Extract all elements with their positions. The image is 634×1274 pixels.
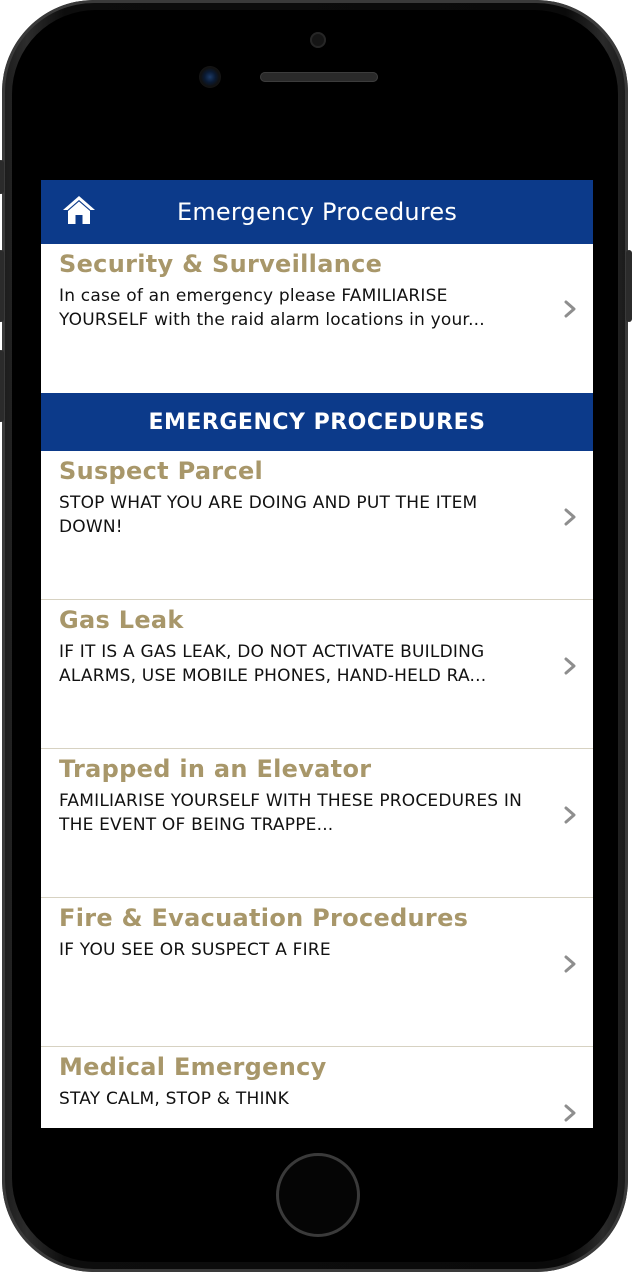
front-camera [199, 66, 221, 88]
list-item-description: IF IT IS A GAS LEAK, DO NOT ACTIVATE BUILDING ALARMS, USE MOBILE PHONES, HAND-HELD RA... [59, 642, 487, 686]
list-item-description: STAY CALM, STOP & THINK [59, 1089, 289, 1109]
list-item-description: STOP WHAT YOU ARE DOING AND PUT THE ITEM DOWN! [59, 493, 478, 537]
chevron-right-icon [563, 299, 577, 319]
page-title: Emergency Procedures [176, 198, 458, 226]
list-item-fire-evacuation[interactable] [41, 898, 593, 1047]
list-item-description: IF YOU SEE OR SUSPECT A FIRE [59, 940, 331, 960]
list-item-title: Medical Emergency [59, 1053, 327, 1081]
proximity-sensor [310, 32, 326, 48]
list-item-security-surveillance[interactable] [41, 244, 593, 393]
list-item-medical-emergency[interactable] [41, 1047, 593, 1128]
list-item-description: FAMILIARISE YOURSELF WITH THESE PROCEDURES IN THE EVENT OF BEING TRAPPE... [59, 791, 522, 835]
section-header: EMERGENCY PROCEDURES [41, 393, 593, 451]
status-bar [41, 146, 593, 180]
nav-bar [41, 180, 593, 244]
chevron-right-icon [563, 805, 577, 825]
chevron-right-icon [563, 954, 577, 974]
list-item-title: Suspect Parcel [59, 457, 264, 485]
list-item-gas-leak[interactable] [41, 600, 593, 749]
list-item-trapped-elevator[interactable] [41, 749, 593, 898]
volume-up-button [0, 250, 4, 322]
app-screen [41, 146, 593, 1128]
home-nav-button[interactable] [59, 192, 99, 228]
volume-down-button [0, 350, 4, 422]
power-button [626, 250, 632, 322]
home-button[interactable] [276, 1153, 360, 1237]
home-icon [61, 194, 97, 226]
chevron-right-icon [563, 656, 577, 676]
chevron-right-icon [563, 507, 577, 527]
list-item-title: Gas Leak [59, 606, 184, 634]
earpiece-speaker [260, 72, 378, 82]
mute-switch [0, 160, 4, 194]
chevron-right-icon [563, 1103, 577, 1123]
list-item-description: In case of an emergency please FAMILIARISE YOURSELF with the raid alarm locations in your... [59, 286, 485, 330]
list-item-title: Fire & Evacuation Procedures [59, 904, 469, 932]
list-item-suspect-parcel[interactable] [41, 451, 593, 600]
list-item-title: Security & Surveillance [59, 250, 383, 278]
list-item-title: Trapped in an Elevator [59, 755, 372, 783]
